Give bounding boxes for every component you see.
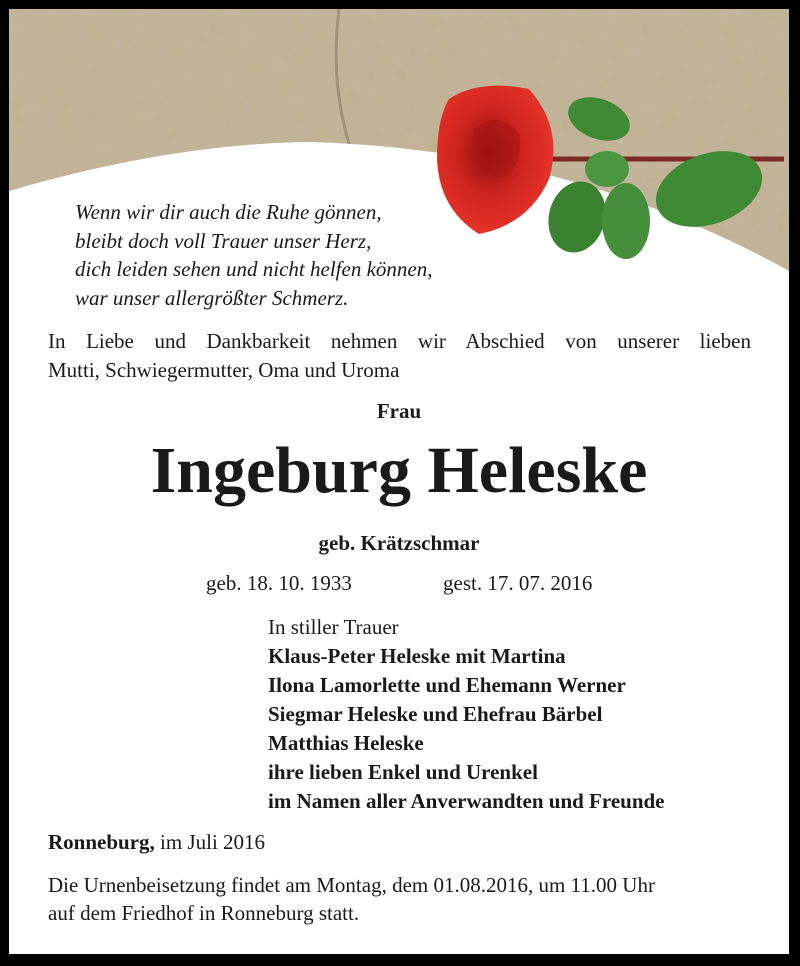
place-date <box>48 828 265 857</box>
salutation: Frau <box>376 399 422 423</box>
obituary-card <box>9 9 789 954</box>
poem-line: dich leiden sehen und nicht helfen können, <box>75 257 433 281</box>
maiden-name: geb. Krätzschmar <box>318 531 480 555</box>
intro-line: Mutti, Schwiegermutter, Oma und Uroma <box>48 358 400 382</box>
date: im Juli 2016 <box>160 830 266 854</box>
birth-date: geb. 18. 10. 1933 <box>206 571 352 595</box>
deceased-name: Ingeburg Heleske <box>150 434 648 507</box>
mourner: Klaus-Peter Heleske mit Martina <box>268 644 566 668</box>
burial-line: auf dem Friedhof in Ronneburg statt. <box>48 901 360 925</box>
death-date: gest. 17. 07. 2016 <box>443 571 593 595</box>
poem-line: war unser allergrößter Schmerz. <box>75 286 349 310</box>
poem-line: bleibt doch voll Trauer unser Herz, <box>75 229 372 253</box>
burial-line: Die Urnenbeisetzung findet am Montag, dem 01.08.2016, um 11.00 Uhr <box>48 873 655 897</box>
place: Ronneburg, <box>48 830 155 854</box>
mourner: Matthias Heleske <box>268 731 424 755</box>
mourners-intro: In stiller Trauer <box>268 615 399 639</box>
mourner: im Namen aller Anverwandten und Freunde <box>268 789 665 813</box>
poem-line: Wenn wir dir auch die Ruhe gönnen, <box>75 200 382 224</box>
mourner: Ilona Lamorlette und Ehemann Werner <box>268 673 626 697</box>
mourner: ihre lieben Enkel und Urenkel <box>268 760 538 784</box>
mourner: Siegmar Heleske und Ehefrau Bärbel <box>268 702 603 726</box>
intro-line: In Liebe und Dankbarkeit nehmen wir Abschied von unserer lieben <box>48 329 751 353</box>
